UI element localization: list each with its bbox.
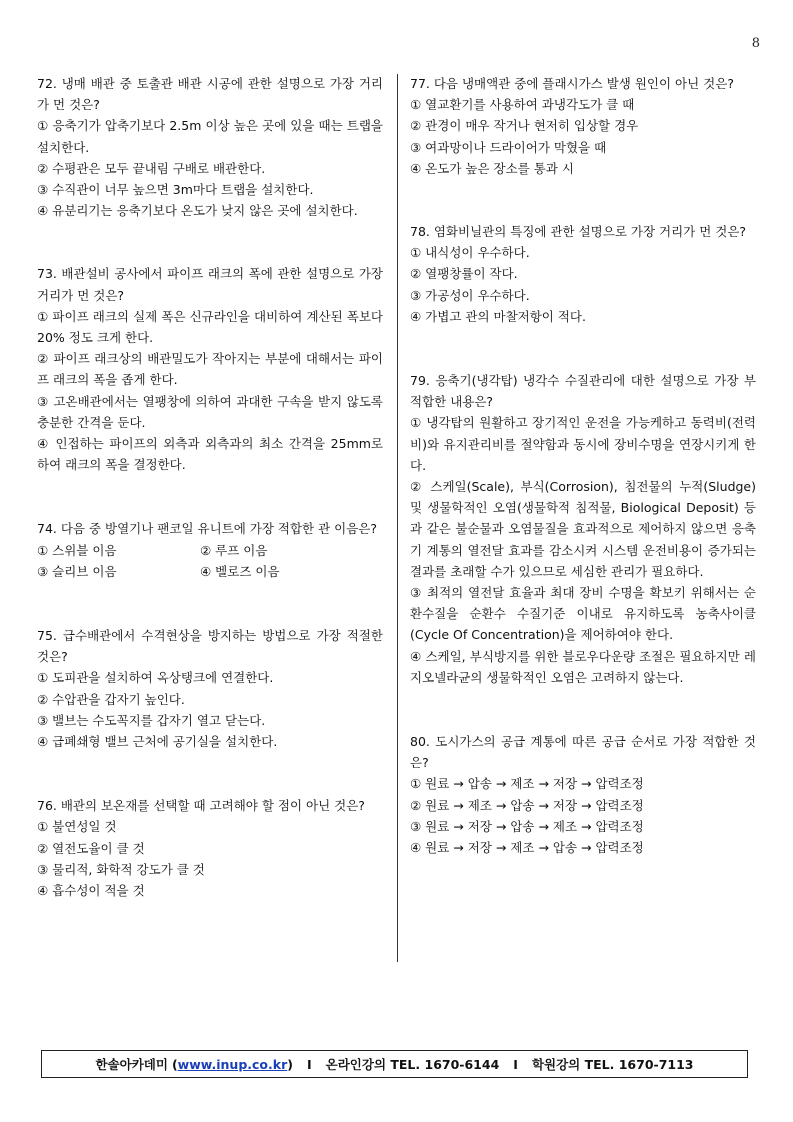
question-stem: 74. 다음 중 방열기나 팬코일 유니트에 가장 적합한 관 이음은? [37, 521, 378, 537]
separator: I [513, 1056, 518, 1072]
option-3: ③ 원료 → 저장 → 압송 → 제조 → 압력조정 [410, 818, 644, 834]
option-3: ③ 고온배관에서는 열팽창에 의하여 과대한 구속을 받지 않도록 충분한 간격을 둔다. [37, 393, 383, 430]
right-column [410, 73, 756, 858]
question-73 [37, 263, 383, 475]
option-2: ② 수평관은 모두 끝내림 구배로 배관한다. [37, 160, 266, 176]
question-stem: 78. 염화비닐관의 특징에 관한 설명으로 가장 거리가 먼 것은? [410, 224, 747, 240]
question-77 [410, 73, 756, 179]
option-2: ② 파이프 래크상의 배관밀도가 작아지는 부분에 대해서는 파이프 래크의 폭을 좁게 한다. [37, 351, 383, 388]
question-72 [37, 73, 383, 221]
separator: I [306, 1056, 312, 1072]
option-2: ② 열팽창률이 작다. [410, 266, 518, 282]
question-74 [37, 518, 383, 582]
option-2: ② 열전도율이 클 것 [37, 840, 145, 856]
option-4: ④ 가볍고 관의 마찰저항이 적다. [410, 308, 586, 324]
question-79 [410, 370, 756, 688]
option-2: ② 수압관을 갑자기 높인다. [37, 691, 185, 707]
option-1: ① 냉각탑의 원활하고 장기적인 운전을 가능케하고 동력비(전력비)와 유지관리비를 절약함과 동시에 장비수명을 연장시키게 한다. [410, 415, 756, 473]
option-4: ④ 유분리기는 응축기보다 온도가 낮지 않은 곳에 설치한다. [37, 203, 358, 219]
question-stem: 79. 응축기(냉각탑) 냉각수 수질관리에 대한 설명으로 가장 부적합한 내용은? [410, 373, 756, 410]
option-3: ③ 밸브는 수도꼭지를 갑자기 열고 닫는다. [37, 712, 266, 728]
option-4: ④ 원료 → 저장 → 제조 → 압송 → 압력조정 [410, 840, 644, 856]
option-2: ② 스케일(Scale), 부식(Corrosion), 침전물의 누적(Sludge) 및 생물학적인 오염(생물학적 침적물, Biological Deposit) 등과 같은 불순물과 오염물질을 효과적으로 제어하지 않으면 응축기 계통의 열전달 효과를 감소시켜 시스템 운전비용이 증가되는 결과를 초래할 수가 있으므로 세심한 관리가 필요하다. [410, 479, 756, 579]
option-3: ③ 물리적, 화학적 강도가 클 것 [37, 861, 205, 877]
question-stem: 76. 배관의 보온재를 선택할 때 고려해야 할 점이 아닌 것은? [37, 798, 365, 814]
question-76 [37, 795, 383, 901]
option-1: ① 열교환기를 사용하여 과냉각도가 클 때 [410, 97, 635, 113]
page-number: 8 [751, 36, 760, 51]
option-3: ③ 슬리브 이음 [37, 563, 117, 579]
option-1: ① 원료 → 압송 → 제조 → 저장 → 압력조정 [410, 776, 644, 792]
option-4: ④ 급폐쇄형 밸브 근처에 공기실을 설치한다. [37, 734, 278, 750]
paren-close: ) [287, 1056, 293, 1072]
website-link[interactable]: www.inup.co.kr [177, 1056, 288, 1072]
option-1: ① 파이프 래크의 실제 폭은 신규라인을 대비하여 계산된 폭보다 20% 정도 크게 한다. [37, 308, 383, 346]
option-4: ④ 온도가 높은 장소를 통과 시 [410, 160, 574, 176]
option-4: ④ 인접하는 파이프의 외측과 외측과의 최소 간격을 25mm로 하여 래크의 폭을 결정한다. [37, 436, 383, 473]
academy-phone: 학원강의 TEL. 1670-7113 [531, 1057, 694, 1072]
question-stem: 77. 다음 냉매액관 중에 플래시가스 발생 원인이 아닌 것은? [410, 76, 734, 91]
question-stem: 80. 도시가스의 공급 계통에 따른 공급 순서로 가장 적합한 것은? [410, 734, 756, 771]
option-1: ① 내식성이 우수하다. [410, 245, 530, 261]
option-2: ② 관경이 매우 작거나 현저히 입상할 경우 [410, 118, 639, 134]
brand-name: 한솔아카데미 [95, 1057, 168, 1072]
question-stem: 73. 배관설비 공사에서 파이프 래크의 폭에 관한 설명으로 가장 거리가 먼 것은? [37, 266, 383, 303]
option-1: ① 도피관을 설치하여 옥상탱크에 연결한다. [37, 670, 274, 686]
question-75 [37, 625, 383, 752]
option-2: ② 루프 이음 [200, 542, 268, 558]
online-phone: 온라인강의 TEL. 1670-6144 [325, 1057, 500, 1072]
option-4: ④ 벨로즈 이음 [200, 563, 280, 579]
question-stem: 72. 냉매 배관 중 토출관 배관 시공에 관한 설명으로 가장 거리가 먼 것은? [37, 76, 383, 113]
footer-bar [41, 1050, 748, 1078]
left-column [37, 73, 383, 901]
option-4: ④ 흡수성이 적을 것 [37, 883, 145, 899]
question-80 [410, 731, 756, 858]
option-3: ③ 여과망이나 드라이어가 막혔을 때 [410, 139, 607, 155]
option-1: ① 응축기가 압축기보다 2.5m 이상 높은 곳에 있을 때는 트랩을 설치한다. [37, 118, 383, 155]
option-4: ④ 스케일, 부식방지를 위한 블로우다운량 조절은 필요하지만 레지오넬라균의 생물학적인 오염은 고려하지 않는다. [410, 648, 756, 685]
option-3: ③ 수직관이 너무 높으면 3m마다 트랩을 설치한다. [37, 182, 314, 198]
option-2: ② 원료 → 제조 → 압송 → 저장 → 압력조정 [410, 797, 644, 813]
option-3: ③ 가공성이 우수하다. [410, 287, 530, 303]
question-stem: 75. 급수배관에서 수격현상을 방지하는 방법으로 가장 적절한 것은? [37, 628, 383, 665]
option-1: ① 불연성일 것 [37, 819, 117, 835]
question-78 [410, 221, 756, 327]
option-3: ③ 최적의 열전달 효율과 최대 장비 수명을 확보키 위해서는 순환수질을 순환수 수질기준 이내로 유지하도록 농축사이클(Cycle Of Concentration)을 제어하여야 한다. [410, 585, 756, 643]
column-divider [397, 74, 398, 962]
option-1: ① 스위블 이음 [37, 542, 117, 558]
paren-open: ( [171, 1056, 178, 1072]
